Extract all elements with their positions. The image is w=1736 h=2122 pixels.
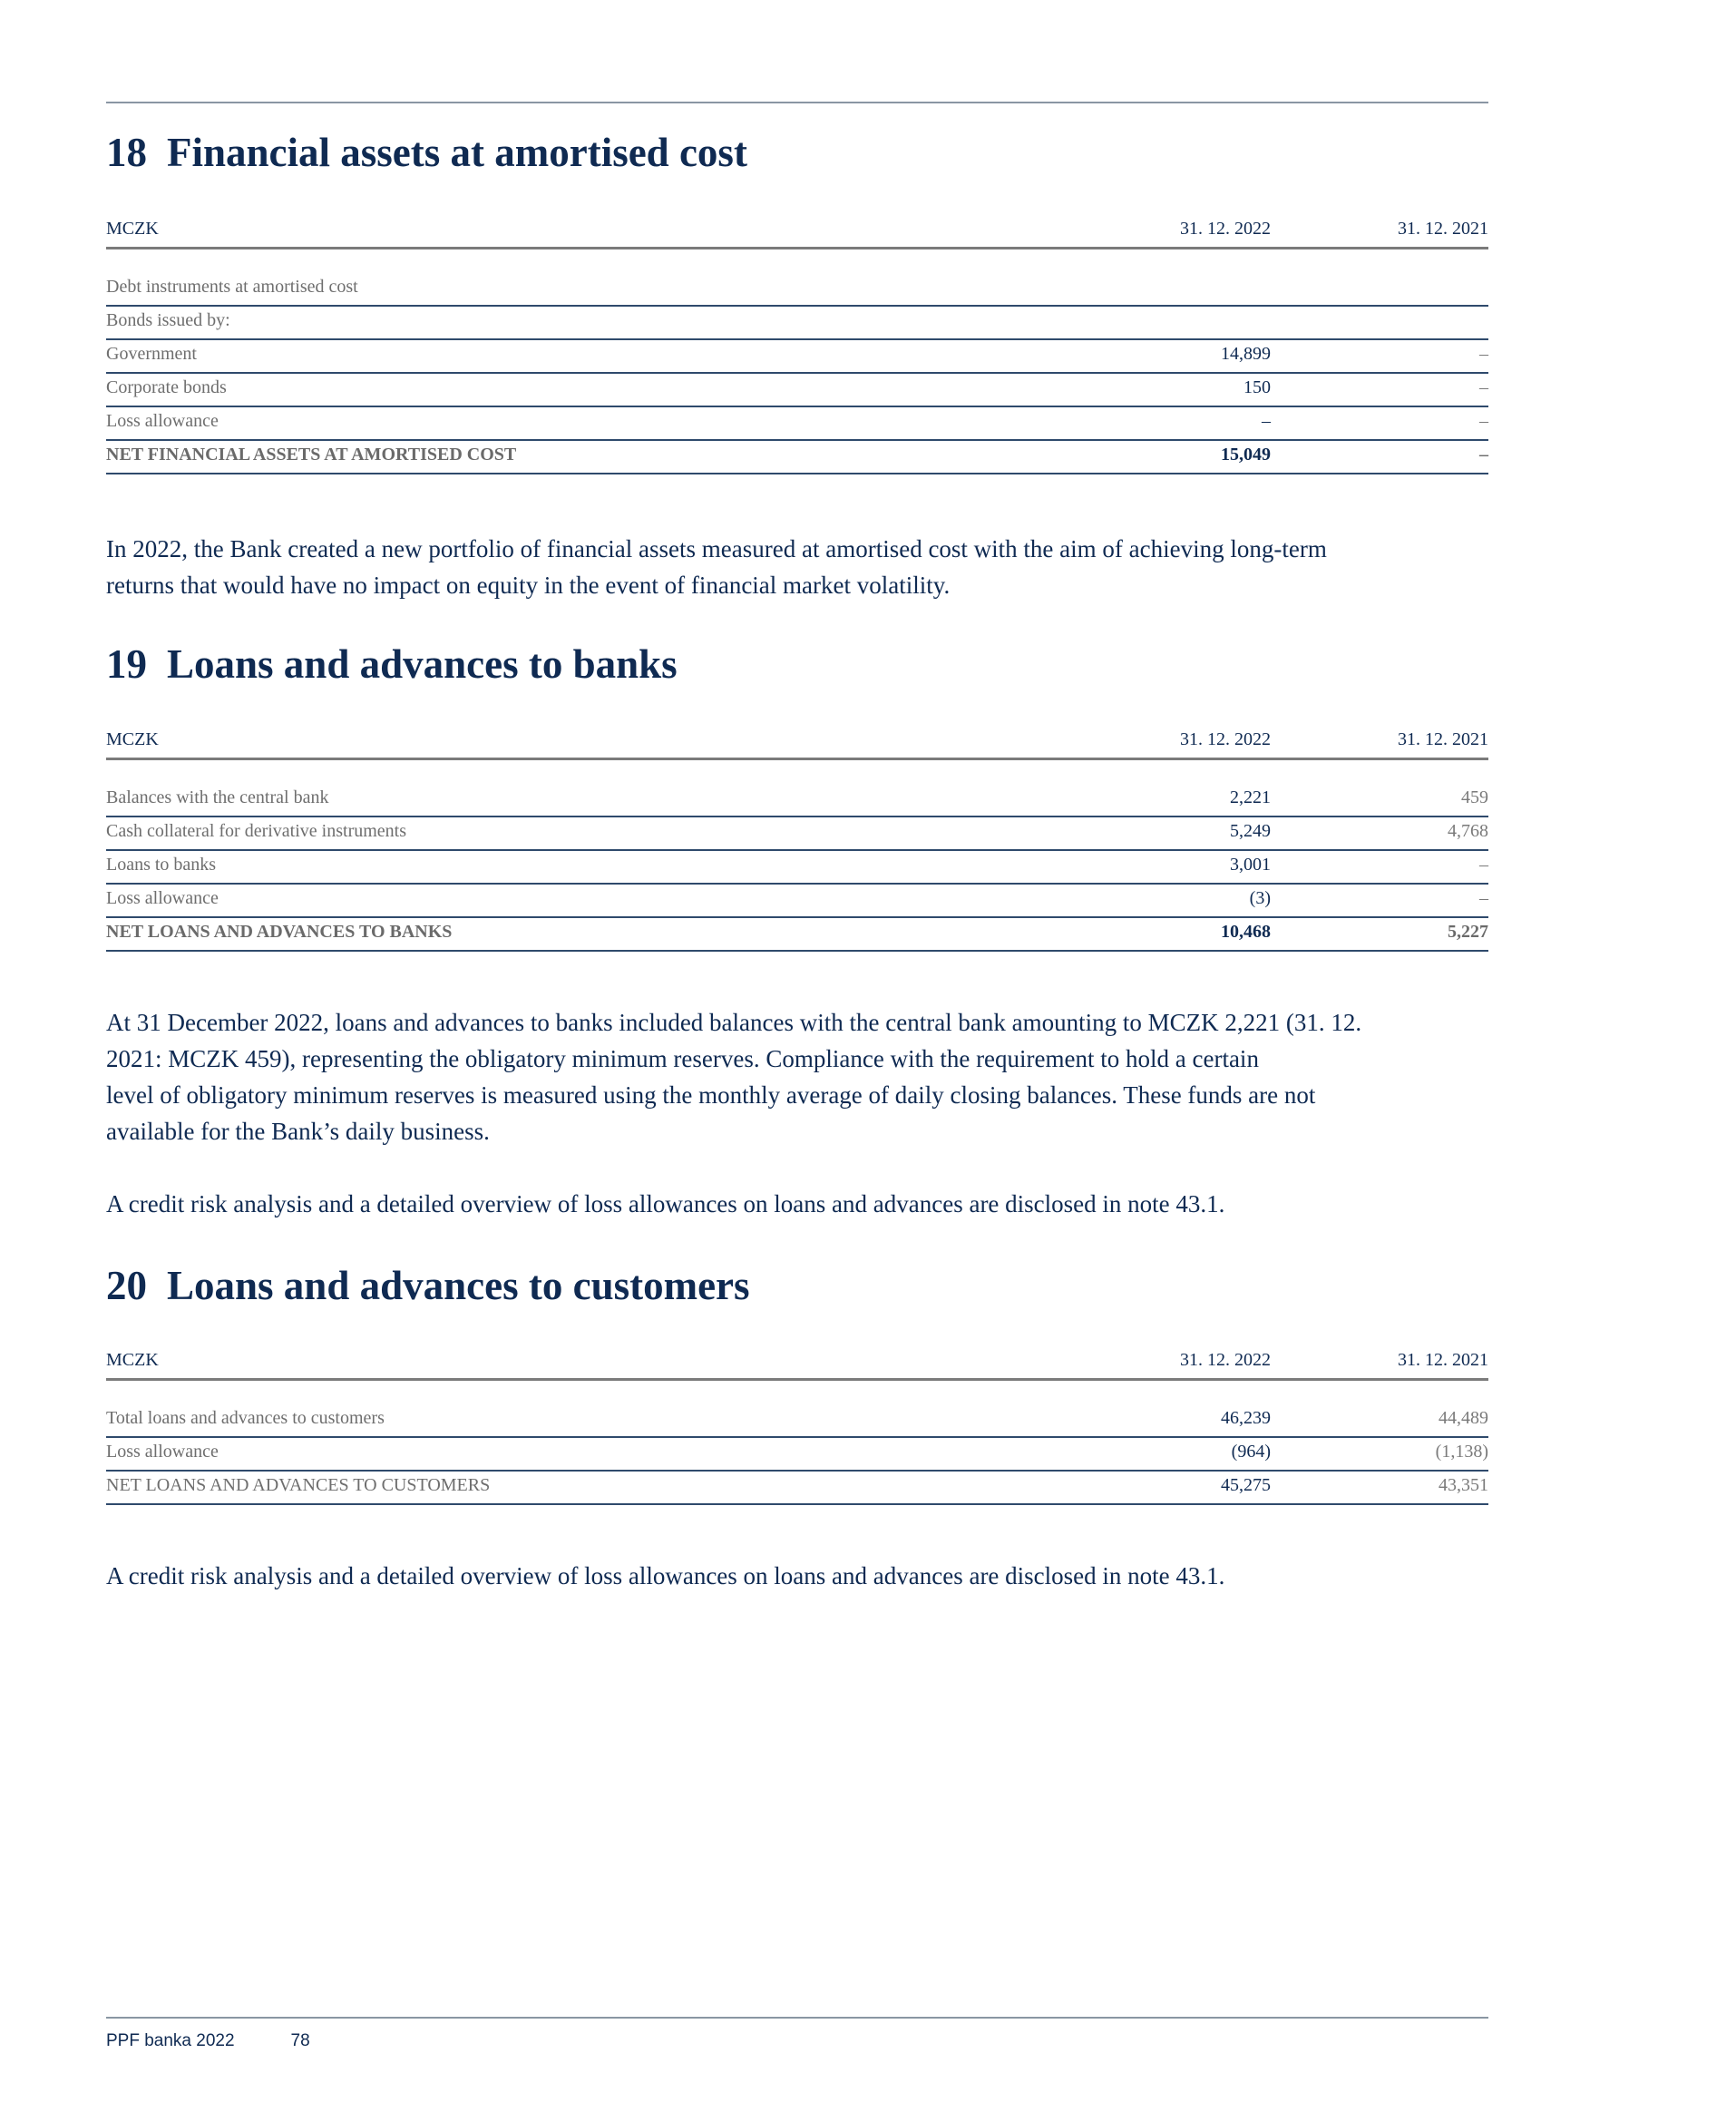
section-title: Loans and advances to customers bbox=[167, 1263, 750, 1308]
header-2022: 31. 12. 2022 bbox=[1180, 219, 1271, 239]
row-label: Government bbox=[106, 344, 197, 364]
value-2022: (964) bbox=[1231, 1442, 1271, 1462]
publication-name: PPF banka 2022 bbox=[106, 2031, 235, 2050]
header-2022: 31. 12. 2022 bbox=[1180, 1350, 1271, 1370]
value-2021: – bbox=[1479, 377, 1488, 397]
paragraph-amortised-cost-portfolio bbox=[106, 531, 1494, 603]
value-2021: – bbox=[1479, 445, 1488, 464]
row-label: NET FINANCIAL ASSETS AT AMORTISED COST bbox=[106, 445, 517, 464]
header-2022: 31. 12. 2022 bbox=[1180, 729, 1271, 749]
value-2022: – bbox=[1262, 411, 1271, 431]
table-row bbox=[106, 851, 1488, 885]
paragraph-credit-risk-note-banks bbox=[106, 1186, 1494, 1222]
value-2021: 459 bbox=[1461, 787, 1488, 807]
table-row bbox=[106, 1438, 1488, 1472]
section-number: 19 bbox=[106, 641, 147, 687]
table-header-row bbox=[106, 216, 1488, 249]
section-18-heading bbox=[106, 130, 747, 175]
page-number: 78 bbox=[290, 2031, 310, 2050]
table-loans-advances-banks bbox=[106, 727, 1488, 952]
value-2021: – bbox=[1479, 411, 1488, 431]
row-label: Corporate bonds bbox=[106, 377, 227, 397]
table-row bbox=[106, 407, 1488, 441]
value-2021: – bbox=[1479, 888, 1488, 908]
table-row bbox=[106, 374, 1488, 407]
value-2022: 45,275 bbox=[1221, 1475, 1271, 1495]
row-label: NET LOANS AND ADVANCES TO BANKS bbox=[106, 922, 453, 942]
paragraph-credit-risk-note-customers bbox=[106, 1558, 1494, 1594]
table-total-row bbox=[106, 441, 1488, 474]
value-2021: 4,768 bbox=[1448, 821, 1488, 841]
table-header-row bbox=[106, 1347, 1488, 1381]
row-label: Loans to banks bbox=[106, 855, 217, 875]
row-label: Bonds issued by: bbox=[106, 310, 230, 330]
footer-divider bbox=[106, 2017, 1488, 2019]
table-row bbox=[106, 273, 1488, 307]
value-2021: 5,227 bbox=[1448, 922, 1488, 942]
text-line: returns that would have no impact on equity in the event of financial market volatility. bbox=[106, 572, 951, 599]
table-row bbox=[106, 885, 1488, 918]
row-label: Loss allowance bbox=[106, 411, 219, 431]
value-2022: 46,239 bbox=[1221, 1408, 1271, 1428]
value-2022: 15,049 bbox=[1221, 445, 1271, 464]
header-unit: MCZK bbox=[106, 219, 159, 239]
text-line: In 2022, the Bank created a new portfolio of financial assets measured at amortised cost with the aim of achieving long-term bbox=[106, 535, 1327, 562]
table-row bbox=[106, 784, 1488, 817]
section-number: 18 bbox=[106, 130, 147, 175]
row-label: NET LOANS AND ADVANCES TO CUSTOMERS bbox=[106, 1475, 491, 1495]
text-line: 2021: MCZK 459), representing the obligatory minimum reserves. Compliance with the requirement to hold a certain bbox=[106, 1045, 1259, 1072]
header-unit: MCZK bbox=[106, 1350, 159, 1370]
table-row bbox=[106, 1404, 1488, 1438]
table-header-row bbox=[106, 727, 1488, 760]
table-row bbox=[106, 340, 1488, 374]
paragraph-minimum-reserves bbox=[106, 1004, 1494, 1149]
value-2021: 43,351 bbox=[1439, 1475, 1488, 1495]
text-line: At 31 December 2022, loans and advances to banks included balances with the central bank amounting to MCZK 2,221 (31. 12. bbox=[106, 1009, 1362, 1036]
value-2022: 14,899 bbox=[1221, 344, 1271, 364]
section-20-heading bbox=[106, 1263, 750, 1308]
value-2022: 10,468 bbox=[1221, 922, 1271, 942]
section-title: Loans and advances to banks bbox=[167, 641, 678, 687]
row-label: Balances with the central bank bbox=[106, 787, 329, 807]
section-title: Financial assets at amortised cost bbox=[167, 130, 747, 175]
value-2022: 5,249 bbox=[1230, 821, 1271, 841]
table-row bbox=[106, 817, 1488, 851]
row-label: Debt instruments at amortised cost bbox=[106, 277, 358, 297]
table-total-row bbox=[106, 918, 1488, 952]
section-19-heading bbox=[106, 641, 678, 687]
value-2021: 44,489 bbox=[1439, 1408, 1488, 1428]
header-2021: 31. 12. 2021 bbox=[1398, 219, 1488, 239]
row-label: Total loans and advances to customers bbox=[106, 1408, 385, 1428]
table-loans-advances-customers bbox=[106, 1347, 1488, 1505]
page-footer bbox=[106, 2031, 310, 2051]
text-line: A credit risk analysis and a detailed overview of loss allowances on loans and advances are disclosed in note 43.1. bbox=[106, 1190, 1225, 1217]
row-label: Cash collateral for derivative instruments bbox=[106, 821, 407, 841]
table-row bbox=[106, 307, 1488, 340]
value-2022: 150 bbox=[1243, 377, 1271, 397]
value-2022: 3,001 bbox=[1230, 855, 1271, 875]
table-financial-assets-amortised-cost bbox=[106, 216, 1488, 474]
header-2021: 31. 12. 2021 bbox=[1398, 1350, 1488, 1370]
value-2021: – bbox=[1479, 855, 1488, 875]
value-2022: (3) bbox=[1249, 888, 1271, 908]
text-line: available for the Bank’s daily business. bbox=[106, 1118, 490, 1145]
header-unit: MCZK bbox=[106, 729, 159, 749]
header-2021: 31. 12. 2021 bbox=[1398, 729, 1488, 749]
table-total-row bbox=[106, 1472, 1488, 1505]
value-2021: – bbox=[1479, 344, 1488, 364]
section-number: 20 bbox=[106, 1263, 147, 1308]
text-line: level of obligatory minimum reserves is measured using the monthly average of daily closing balances. These funds are not bbox=[106, 1081, 1316, 1109]
top-divider bbox=[106, 102, 1488, 103]
row-label: Loss allowance bbox=[106, 888, 219, 908]
row-label: Loss allowance bbox=[106, 1442, 219, 1462]
value-2021: (1,138) bbox=[1435, 1442, 1488, 1462]
value-2022: 2,221 bbox=[1230, 787, 1271, 807]
text-line: A credit risk analysis and a detailed overview of loss allowances on loans and advances are disclosed in note 43.1. bbox=[106, 1562, 1225, 1589]
